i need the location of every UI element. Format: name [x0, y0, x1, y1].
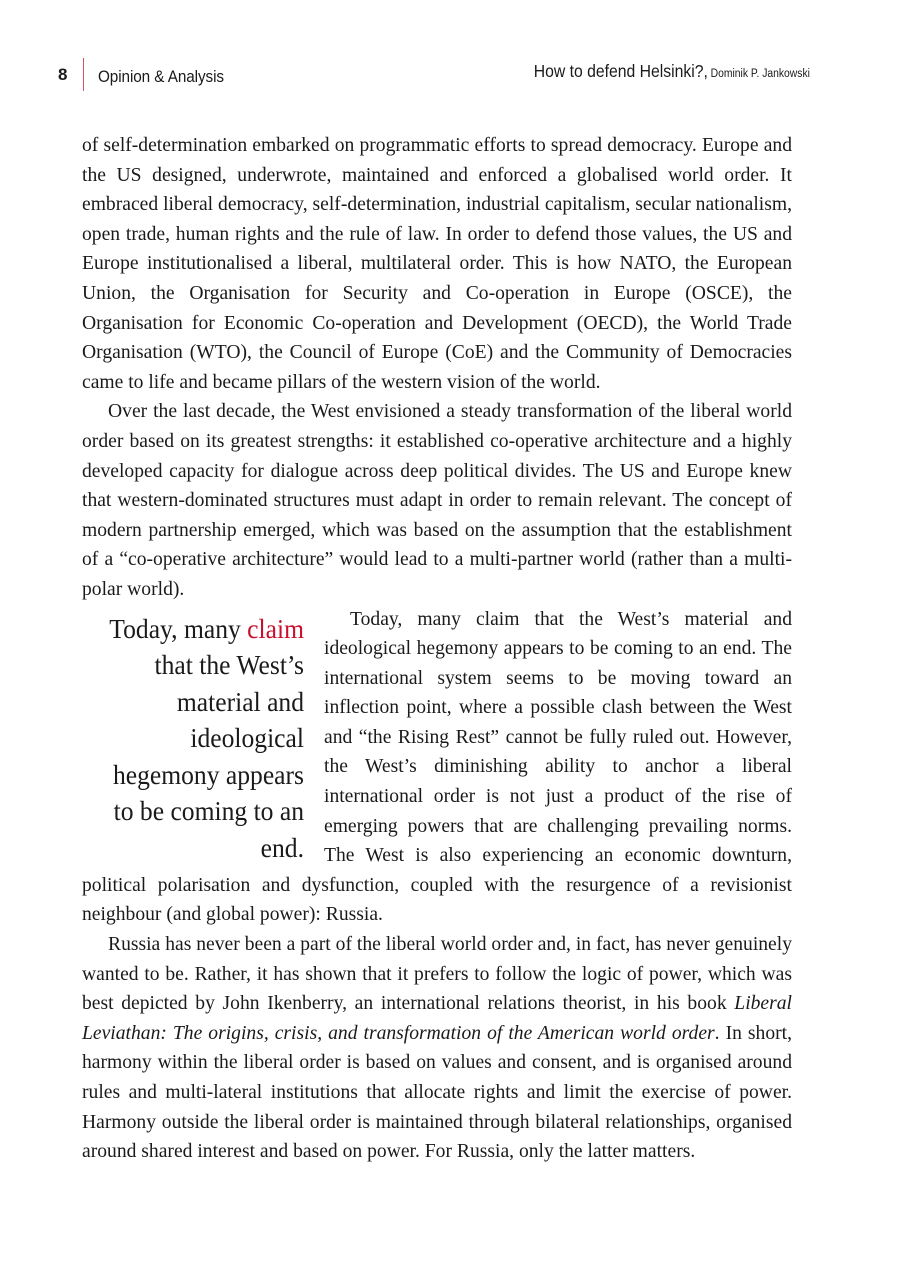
pull-quote [98, 611, 304, 867]
article-author: Dominik P. Jankowski [710, 68, 810, 80]
paragraph-russia-never-part [82, 930, 792, 1167]
pull-quote-accent-word: claim [247, 612, 304, 644]
header-left-group [58, 58, 238, 92]
running-header [58, 58, 810, 92]
paragraph-over-the-last-decade: Over the last decade, the West envisioned a steady transformation of the liberal world order based on its greatest strengths: it established co-operative architecture and a highly developed capacity for dialogue across deep political divides. The US and Europe knew that western-dominated structures must adapt in order to remain relevant. The concept of modern partnership emerged, which was based on the assumption that the establishment of a “co-operative architecture” would lead to a multi-partner world (rather than a multi-polar world). [82, 401, 792, 600]
paragraph-today-many-claim: Today, many claim that the West’s material and ideological hegemony appears to be coming to an end. The international system seems to be moving toward an inflection point, where a possible clash between the West and “the Rising Rest” cannot be fully ruled out. However, the West’s diminishing ability to anchor a liberal international order is not just a product of the rise of emerging powers that are challenging prevailing norms. The West is also experiencing an economic downturn, political polarisation and dysfunction, coupled with the resurgence of a revisionist neighbour (and global power): Russia. [82, 608, 792, 926]
paragraph-continued: of self-determination embarked on programmatic efforts to spread democracy. Europe and the US designed, underwrote, maintained and enforced a globalised world order. It embraced liberal democracy, self-determination, industrial capitalism, secular nationalism, open trade, human rights and the rule of law. In order to defend those values, the US and Europe institutionalised a liberal, multilateral order. This is how NATO, the European Union, the Organisation for Security and Co-operation in Europe (OSCE), the Organisation for Economic Co-operation and Development (OECD), the World Trade Organisation (WTO), the Council of Europe (CoE) and the Community of Democracies came to life and became pillars of the western vision of the world. [82, 135, 792, 393]
book-title-italic: Liberal Leviathan: The origins, crisis, and transformation of the American world order [82, 993, 792, 1044]
paragraph-text-lead: Russia has never been a part of the liberal world order and, in fact, has never genuinely wanted to be. Rather, it has shown that it prefers to follow the logic of power, which was best depicted by John Ikenberry, an international relations theorist, in his book [82, 934, 792, 1015]
header-divider-rule [83, 58, 84, 91]
body-text-column [82, 131, 792, 1167]
pull-quote-text-before: Today, many [109, 612, 248, 644]
article-title: How to defend Helsinki?, [533, 61, 708, 81]
section-title: Opinion & Analysis [98, 66, 225, 86]
header-right-group [534, 58, 810, 82]
pullquote-wrap [82, 605, 792, 931]
paragraph-text-tail: . In short, harmony within the liberal order is based on values and consent, and is organised around rules and multi-lateral institutions that allocate rights and limit the exercise of power. Harmony outside the liberal order is maintained through bilateral relationships, organised around shared interest and based on power. For Russia, only the latter matters. [82, 1022, 792, 1163]
page-number: 8 [58, 64, 68, 84]
pull-quote-text-after: that the West’s material and ideological hegemony appears to be coming to an end. [112, 649, 304, 863]
